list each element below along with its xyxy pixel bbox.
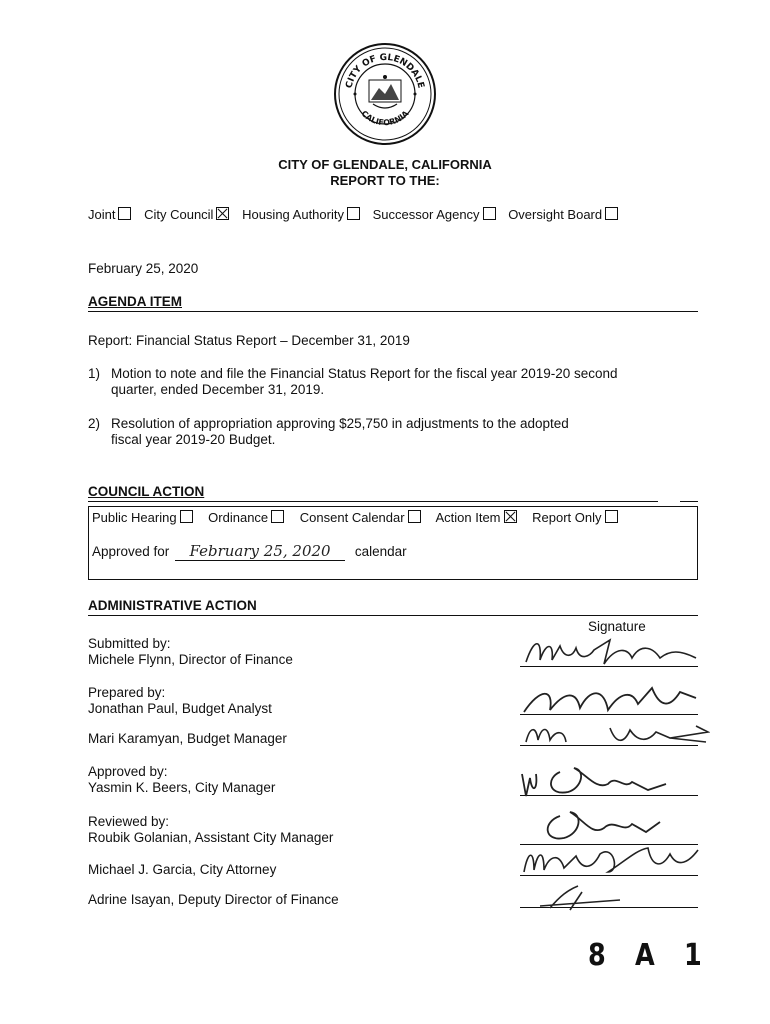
- council-action-rule-end: [680, 501, 698, 502]
- agenda-number-stamp: 8 A 1: [588, 938, 712, 973]
- prepared-by-name-2: Mari Karamyan, Budget Manager: [88, 731, 287, 746]
- city-seal: [333, 42, 437, 146]
- option-consent-calendar: Consent Calendar: [300, 510, 421, 525]
- checkbox-city-council[interactable]: [216, 207, 229, 220]
- report-to-options: [88, 207, 627, 223]
- option-oversight-board: Oversight Board: [508, 207, 618, 222]
- option-joint: Joint: [88, 207, 131, 222]
- checkbox-housing-authority[interactable]: [347, 207, 360, 220]
- checkbox-oversight-board[interactable]: [605, 207, 618, 220]
- prepared-by-label: Prepared by:: [88, 685, 166, 700]
- seal-text-bottom: CALIFORNIA: [359, 108, 411, 128]
- reviewed-by-name-3: Adrine Isayan, Deputy Director of Finance: [88, 892, 339, 907]
- signature-michele-flynn: [520, 636, 700, 674]
- option-city-council: City Council: [144, 207, 229, 222]
- agenda-item-2-number: 2): [88, 416, 101, 431]
- option-housing-authority: Housing Authority: [242, 207, 360, 222]
- report-date: February 25, 2020: [88, 261, 199, 276]
- approved-for-label: Approved for: [92, 544, 170, 559]
- approved-for-row: [92, 542, 407, 561]
- approved-by-name: Yasmin K. Beers, City Manager: [88, 780, 276, 795]
- approved-date-handwritten: February 25, 2020: [175, 542, 345, 561]
- checkbox-action-item[interactable]: [504, 510, 517, 523]
- option-ordinance: Ordinance: [208, 510, 284, 525]
- signature-column-label: Signature: [588, 619, 646, 634]
- checkbox-report-only[interactable]: [605, 510, 618, 523]
- agenda-item-2-line1: Resolution of appropriation approving $25,750 in adjustments to the adopted: [111, 416, 569, 431]
- document-title: CITY OF GLENDALE, CALIFORNIA: [278, 157, 492, 172]
- agenda-rule: [88, 311, 698, 312]
- reviewed-by-name-1: Roubik Golanian, Assistant City Manager: [88, 830, 334, 845]
- approved-by-label: Approved by:: [88, 764, 168, 779]
- council-action-rule: [88, 501, 658, 502]
- prepared-by-name-1: Jonathan Paul, Budget Analyst: [88, 701, 272, 716]
- signature-adrine-isayan: [520, 882, 700, 918]
- agenda-item-1-line1: Motion to note and file the Financial Status Report for the fiscal year 2019-20 second: [111, 366, 618, 381]
- checkbox-joint[interactable]: [118, 207, 131, 220]
- reviewed-by-label: Reviewed by:: [88, 814, 170, 829]
- submitted-by-name: Michele Flynn, Director of Finance: [88, 652, 293, 667]
- agenda-heading: AGENDA ITEM: [88, 294, 182, 309]
- agenda-item-1-number: 1): [88, 366, 101, 381]
- option-successor-agency: Successor Agency: [373, 207, 496, 222]
- agenda-item-2-line2: fiscal year 2019-20 Budget.: [111, 432, 276, 447]
- checkbox-consent-calendar[interactable]: [408, 510, 421, 523]
- svg-text:CALIFORNIA: [360, 108, 412, 127]
- council-action-options: [92, 510, 630, 525]
- council-action-heading: COUNCIL ACTION: [88, 484, 205, 499]
- seal-text-top: CITY OF GLENDALE: [344, 52, 426, 90]
- document-subtitle: REPORT TO THE:: [330, 173, 440, 188]
- signature-jonathan-paul: [520, 684, 700, 722]
- signature-mari-karamyan: [520, 720, 700, 754]
- checkbox-public-hearing[interactable]: [180, 510, 193, 523]
- agenda-report: Report: Financial Status Report – December 31, 2019: [88, 333, 410, 348]
- admin-action-rule: [88, 615, 698, 616]
- option-public-hearing: Public Hearing: [92, 510, 193, 525]
- option-report-only: Report Only: [532, 510, 617, 525]
- signature-yasmin-beers: [520, 764, 700, 804]
- approved-calendar-label: calendar: [354, 544, 407, 559]
- agenda-item-1-line2: quarter, ended December 31, 2019.: [111, 382, 325, 397]
- submitted-by-label: Submitted by:: [88, 636, 171, 651]
- reviewed-by-name-2: Michael J. Garcia, City Attorney: [88, 862, 277, 877]
- admin-action-heading: ADMINISTRATIVE ACTION: [88, 598, 257, 613]
- checkbox-successor-agency[interactable]: [483, 207, 496, 220]
- checkbox-ordinance[interactable]: [271, 510, 284, 523]
- signature-michael-garcia: [520, 842, 700, 882]
- option-action-item: Action Item: [435, 510, 516, 525]
